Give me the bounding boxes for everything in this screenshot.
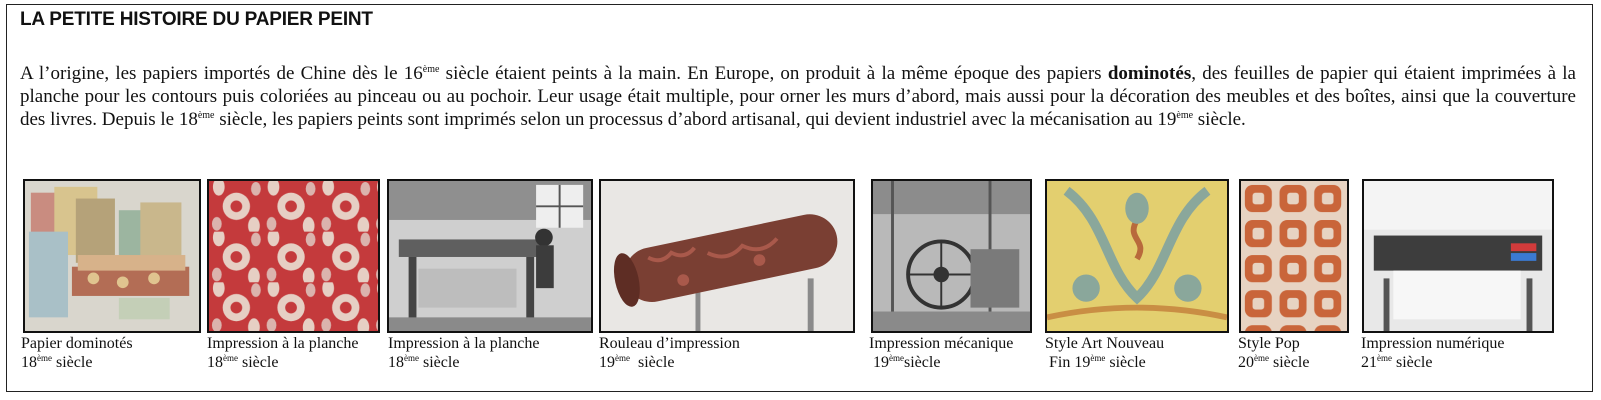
caption-impression-planche-1: Impression à la planche 18ème siècle bbox=[207, 335, 359, 371]
image-impression-mecanique bbox=[871, 179, 1032, 333]
caption-impression-planche-2: Impression à la planche 18ème siècle bbox=[388, 335, 540, 371]
image-atelier-impression bbox=[387, 179, 593, 333]
image-papier-dominotes bbox=[23, 179, 201, 333]
caption-papier-dominotes: Papier dominotés 18ème siècle bbox=[21, 335, 133, 371]
caption-art-nouveau: Style Art Nouveau Fin 19ème siècle bbox=[1045, 335, 1165, 371]
caption-impression-mecanique: Impression mécanique 19èmesiècle bbox=[869, 335, 1014, 371]
image-style-pop bbox=[1239, 179, 1349, 333]
caption-style-pop: Style Pop 20ème siècle bbox=[1238, 335, 1310, 371]
image-style-art-nouveau bbox=[1045, 179, 1229, 333]
intro-paragraph: A l’origine, les papiers importés de Chine dès le 16ème siècle étaient peints à la main. En Europe, on produit à la même époque des papiers dominotés, des feuilles de papier qui étaient imprimées à la planche pour les contours puis coloriées au pinceau ou au pochoir. Leur usage était multiple, pour orner les murs d’abord, mais aussi pour la décoration des meubles et des boîtes, ainsi que la couverture des livres. Depuis le 18ème siècle, les papiers peints sont imprimés selon un processus d’abord artisanal, qui devient industriel avec la mécanisation au 19ème siècle. bbox=[20, 63, 1576, 130]
image-impression-numerique bbox=[1362, 179, 1554, 333]
caption-rouleau-impression: Rouleau d’impression 19ème siècle bbox=[599, 335, 740, 371]
image-motif-floral-rouge bbox=[207, 179, 380, 333]
image-rouleau-impression bbox=[599, 179, 855, 333]
caption-impression-numerique: Impression numérique 21ème siècle bbox=[1361, 335, 1505, 371]
page-title: LA PETITE HISTOIRE DU PAPIER PEINT bbox=[20, 9, 373, 30]
